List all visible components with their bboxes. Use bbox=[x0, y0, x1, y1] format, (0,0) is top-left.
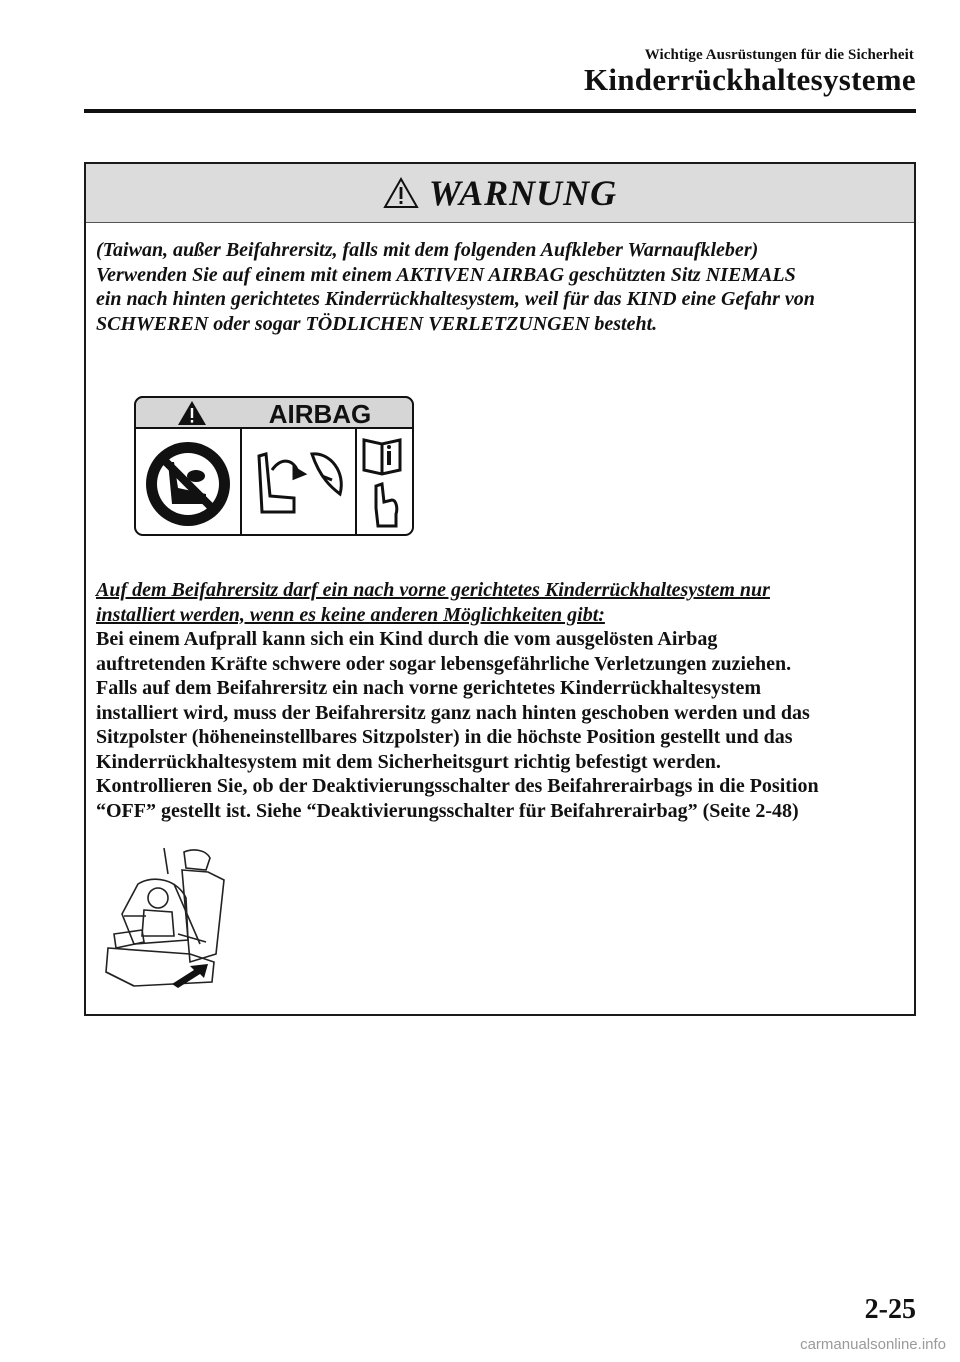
page-title: Kinderrückhaltesysteme bbox=[583, 62, 916, 97]
page-number: 2-25 bbox=[864, 1294, 916, 1325]
body-line: Kinderrückhaltesystem mit dem Sicherheitsgurt richtig befestigt werden. bbox=[96, 750, 721, 773]
airbag-warning-label bbox=[134, 396, 414, 536]
section-subtitle: Wichtige Ausrüstungen für die Sicherheit bbox=[644, 47, 914, 63]
body-line: “OFF” gestellt ist. Siehe “Deaktivierungsschalter für Beifahrerairbag” (Seite 2-48) bbox=[96, 799, 799, 822]
label-airbag-text: AIRBAG bbox=[268, 399, 372, 429]
body-line: Kontrollieren Sie, ob der Deaktivierungsschalter des Beifahrerairbags in die Position bbox=[96, 775, 819, 797]
body-line: Sitzpolster (höheneinstellbares Sitzpolster) in die höchste Position gestellt und das bbox=[96, 726, 793, 748]
intro-line: SCHWEREN oder sogar TÖDLICHEN VERLETZUNGEN besteht. bbox=[96, 312, 658, 335]
push-arrow-icon bbox=[172, 964, 208, 988]
warning-intro bbox=[96, 238, 908, 336]
body-line: auftretenden Kräfte schwere oder sogar lebensgefährliche Verletzungen zuziehen. bbox=[96, 652, 792, 675]
warning-body bbox=[96, 578, 908, 823]
warning-title: WARNUNG bbox=[428, 173, 618, 213]
intro-line: Verwenden Sie auf einem mit einem AKTIVEN AIRBAG geschützten Sitz NIEMALS bbox=[96, 263, 796, 286]
warning-triangle-icon bbox=[383, 177, 419, 209]
underlined-line: installiert werden, wenn es keine anderen Möglichkeiten gibt: bbox=[96, 603, 605, 626]
intro-line: ein nach hinten gerichtetes Kinderrückhaltesystem, weil für das KIND eine Gefahr von bbox=[96, 288, 815, 310]
header-rule bbox=[84, 109, 916, 113]
warning-box bbox=[84, 162, 916, 1016]
body-line: installiert wird, muss der Beifahrersitz ganz nach hinten geschoben werden und das bbox=[96, 701, 810, 724]
warning-header bbox=[86, 164, 914, 223]
no-rear-facing-seat-icon bbox=[146, 442, 230, 526]
forward-facing-seat-illustration bbox=[94, 844, 234, 994]
body-line: Falls auf dem Beifahrersitz ein nach vorne gerichtetes Kinderrückhaltesystem bbox=[96, 677, 762, 699]
body-line: Bei einem Aufprall kann sich ein Kind durch die vom ausgelösten Airbag bbox=[96, 628, 718, 650]
watermark: carmanualsonline.info bbox=[800, 1336, 946, 1353]
intro-line: (Taiwan, außer Beifahrersitz, falls mit dem folgenden Aufkleber Warnaufkleber) bbox=[96, 239, 759, 261]
underlined-line: Auf dem Beifahrersitz darf ein nach vorne gerichtetes Kinderrückhaltesystem nur bbox=[96, 579, 770, 601]
